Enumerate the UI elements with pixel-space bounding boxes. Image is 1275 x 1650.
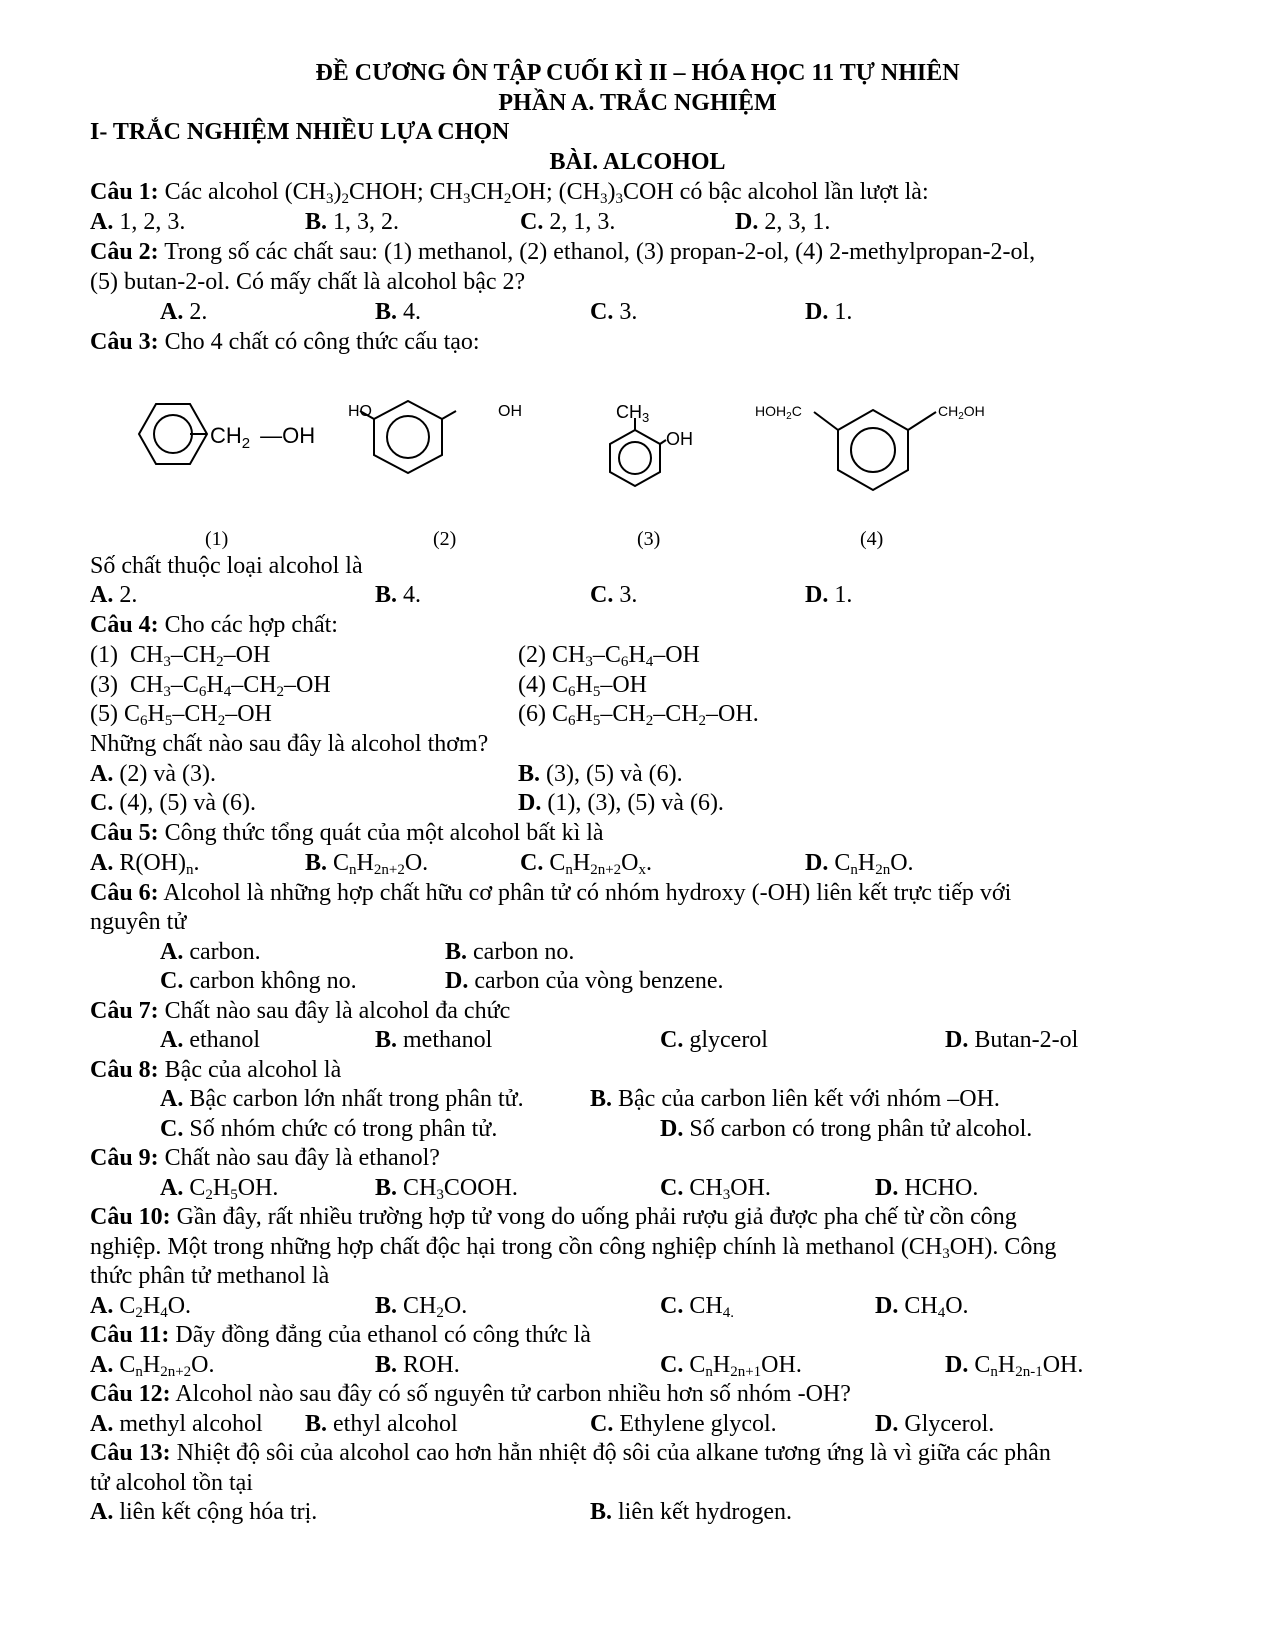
q10-option-c: C. $CH_{4.}$ xyxy=(660,1293,734,1321)
q8-option-b: B. Bậc của carbon liên kết với nhóm –OH. xyxy=(590,1086,1000,1112)
s1-ch2: $CH_2$ —OH xyxy=(210,423,316,452)
section-title: I- TRẮC NGHIỆM NHIỀU LỰA CHỌN xyxy=(90,119,510,145)
q8-option-d: D. Số carbon có trong phân tử alcohol. xyxy=(660,1116,1033,1142)
s2-ho: HO xyxy=(348,403,372,420)
bond-4-right xyxy=(908,412,936,430)
s2-oh: OH xyxy=(498,403,522,420)
bond-2-right xyxy=(442,411,456,419)
q10-option-d: D. $CH_4O$. xyxy=(875,1293,969,1321)
q4-option-a: A. (2) và (3). xyxy=(90,761,216,787)
question-4: Câu 4: Cho các hợp chất: xyxy=(90,612,338,638)
part-title: PHẦN A. TRẮC NGHIỆM xyxy=(498,90,777,116)
structure-label-4: (4) xyxy=(860,528,884,550)
structure-label-2: (2) xyxy=(433,528,457,550)
q10-option-b: B. $CH_2O$. xyxy=(375,1293,468,1321)
q7-option-a: A. ethanol xyxy=(160,1027,260,1053)
q5-option-c: C. $C_nH_{2n+2}O_x$. xyxy=(520,850,653,878)
q4-option-b: B. (3), (5) và (6). xyxy=(518,761,683,787)
question-3-ask: Số chất thuộc loại alcohol là xyxy=(90,553,363,579)
s4-right-group: $CH_2OH$ xyxy=(938,403,985,422)
aromatic-circle-4 xyxy=(851,428,895,472)
q6-option-c: C. carbon không no. xyxy=(160,968,357,994)
q6-option-b: B. carbon no. xyxy=(445,939,575,965)
q1-option-d: D. 2, 3, 1. xyxy=(735,209,831,235)
q3-option-b: B. 4. xyxy=(375,582,422,608)
question-10-cont: nghiệp. Một trong những hợp chất độc hại trong cồn công nghiệp chính là methanol $(CH_3OH)$. Công xyxy=(90,1234,1057,1262)
question-5: Câu 5: Công thức tổng quát của một alcohol bất kì là xyxy=(90,820,604,846)
q4-option-d: D. (1), (3), (5) và (6). xyxy=(518,790,724,816)
q4-compound-4: (4) $C_6H_5-OH$ xyxy=(518,672,648,700)
q3-option-c: C. 3. xyxy=(590,582,638,608)
aromatic-circle-3 xyxy=(619,442,651,474)
question-7: Câu 7: Chất nào sau đây là alcohol đa chức xyxy=(90,998,511,1024)
q1-option-a: A. 1, 2, 3. xyxy=(90,209,186,235)
structures-figure xyxy=(100,400,1060,550)
q5-option-d: D. $C_nH_{2n}O$. xyxy=(805,850,914,878)
q3-option-d: D. 1. xyxy=(805,582,853,608)
q12-option-d: D. Glycerol. xyxy=(875,1411,995,1437)
q13-option-b: B. liên kết hydrogen. xyxy=(590,1499,792,1525)
aromatic-circle-1 xyxy=(154,415,192,453)
q2-option-d: D. 1. xyxy=(805,299,853,325)
q11-option-b: B. ROH. xyxy=(375,1352,460,1378)
q1-option-c: C. 2, 1, 3. xyxy=(520,209,616,235)
question-9: Câu 9: Chất nào sau đây là ethanol? xyxy=(90,1145,440,1171)
lesson-title: BÀI. ALCOHOL xyxy=(549,149,726,175)
benzene-ring-4 xyxy=(838,410,908,490)
q12-option-c: C. Ethylene glycol. xyxy=(590,1411,777,1437)
q7-option-b: B. methanol xyxy=(375,1027,493,1053)
q1-option-b: B. 1, 3, 2. xyxy=(305,209,400,235)
question-13: Câu 13: Nhiệt độ sôi của alcohol cao hơn hẳn nhiệt độ sôi của alkane tương ứng là vì giữa các phân xyxy=(90,1440,1051,1466)
question-10-cont2: thức phân tử methanol là xyxy=(90,1263,330,1289)
q6-option-a: A. carbon. xyxy=(160,939,261,965)
q12-option-a: A. methyl alcohol xyxy=(90,1411,263,1437)
q3-option-a: A. 2. xyxy=(90,582,138,608)
structure-label-3: (3) xyxy=(637,528,661,550)
question-13-cont: tử alcohol tồn tại xyxy=(90,1470,253,1496)
q11-option-a: A. $C_nH_{2n+2}O$. xyxy=(90,1352,215,1380)
q9-option-a: A. $C_2H_5OH$. xyxy=(160,1175,279,1203)
s3-oh: OH xyxy=(666,429,693,449)
q4-compound-1: (1) $CH_3-CH_2-OH$ xyxy=(90,642,271,670)
question-4-ask: Những chất nào sau đây là alcohol thơm? xyxy=(90,731,489,757)
structures-svg xyxy=(100,400,1060,525)
q4-compound-6: (6) $C_6H_5-CH_2-CH_2-OH$. xyxy=(518,701,759,729)
question-2: Câu 2: Trong số các chất sau: (1) methanol, (2) ethanol, (3) propan-2-ol, (4) 2-methylpropan-2-ol, xyxy=(90,239,1036,265)
question-3: Câu 3: Cho 4 chất có công thức cấu tạo: xyxy=(90,329,480,355)
q5-option-b: B. $C_nH_{2n+2}O$. xyxy=(305,850,429,878)
question-6: Câu 6: Alcohol là những hợp chất hữu cơ phân tử có nhóm hydroxy (-OH) liên kết trực tiếp với xyxy=(90,880,1012,906)
q4-compound-2: (2) $CH_3-C_6H_4-OH$ xyxy=(518,642,700,670)
s4-left-group: $HOH_2C$ xyxy=(755,403,802,422)
question-2-cont: (5) butan-2-ol. Có mấy chất là alcohol bậc 2? xyxy=(90,269,526,295)
q10-option-a: A. $C_2H_4O$. xyxy=(90,1293,192,1321)
q4-option-c: C. (4), (5) và (6). xyxy=(90,790,256,816)
q13-option-a: A. liên kết cộng hóa trị. xyxy=(90,1499,318,1525)
benzene-ring-2 xyxy=(374,401,442,473)
q8-option-c: C. Số nhóm chức có trong phân tử. xyxy=(160,1116,498,1142)
question-10: Câu 10: Gần đây, rất nhiều trường hợp tử vong do uống phải rượu giả được pha chế từ cồn công xyxy=(90,1204,1017,1230)
q11-option-c: C. $C_nH_{2n+1}OH$. xyxy=(660,1352,802,1380)
q4-compound-3: (3) $CH_3-C_6H_4-CH_2-OH$ xyxy=(90,672,331,700)
q5-option-a: A. $R(OH)_n$. xyxy=(90,850,200,878)
q11-option-d: D. $C_nH_{2n-1}OH$. xyxy=(945,1352,1084,1380)
s3-ch3: $CH_3$ xyxy=(616,402,650,425)
question-8: Câu 8: Bậc của alcohol là xyxy=(90,1057,342,1083)
bond-4-left xyxy=(814,412,838,430)
aromatic-circle-2 xyxy=(387,416,429,458)
document-title: ĐỀ CƯƠNG ÔN TẬP CUỐI KÌ II – HÓA HỌC 11 TỰ NHIÊN xyxy=(315,60,960,86)
q12-option-b: B. ethyl alcohol xyxy=(305,1411,458,1437)
q2-option-b: B. 4. xyxy=(375,299,422,325)
q9-option-b: B. $CH_3COOH$. xyxy=(375,1175,518,1203)
q8-option-a: A. Bậc carbon lớn nhất trong phân tử. xyxy=(160,1086,524,1112)
question-6-cont: nguyên tử xyxy=(90,909,187,935)
q4-compound-5: (5) $C_6H_5-CH_2-OH$ xyxy=(90,701,272,729)
question-11: Câu 11: Dãy đồng đẳng của ethanol có công thức là xyxy=(90,1322,591,1348)
q2-option-a: A. 2. xyxy=(160,299,208,325)
structure-label-1: (1) xyxy=(205,528,229,550)
q7-option-c: C. glycerol xyxy=(660,1027,768,1053)
q2-option-c: C. 3. xyxy=(590,299,638,325)
q9-option-c: C. $CH_3OH$. xyxy=(660,1175,771,1203)
q9-option-d: D. HCHO. xyxy=(875,1175,979,1201)
question-1: Câu 1: Các alcohol $(CH_3)_2CHOH$; $CH_3CH_2OH$; $(CH_3)_3COH$ có bậc alcohol lần lượt là: xyxy=(90,179,929,207)
q7-option-d: D. Butan-2-ol xyxy=(945,1027,1079,1053)
benzene-ring-3 xyxy=(610,430,660,486)
question-12: Câu 12: Alcohol nào sau đây có số nguyên tử carbon nhiều hơn số nhóm -OH? xyxy=(90,1381,851,1407)
q6-option-d: D. carbon của vòng benzene. xyxy=(445,968,724,994)
